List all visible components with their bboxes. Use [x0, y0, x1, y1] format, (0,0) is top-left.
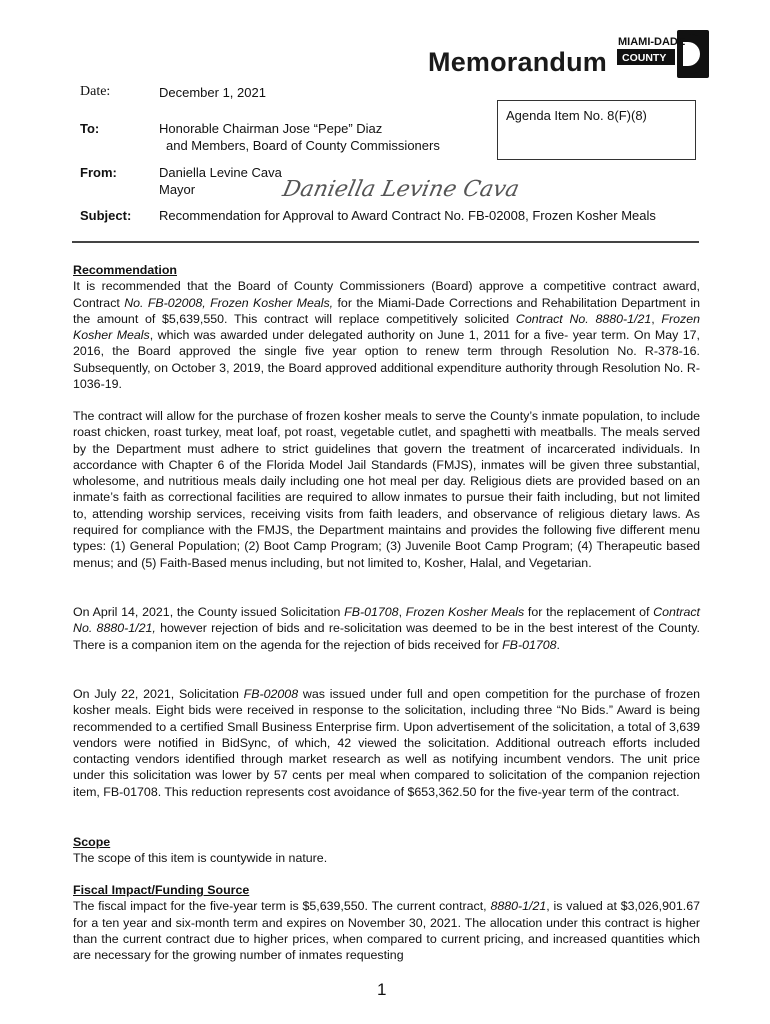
miami-dade-county-logo	[617, 30, 709, 78]
memo-title: Memorandum	[428, 47, 608, 77]
header-divider	[72, 241, 699, 243]
subject-value: Recommendation for Approval to Award Contract No. FB-02008, Frozen Kosher Meals	[159, 208, 656, 223]
p3-text: for the replacement of	[524, 605, 654, 619]
fiscal-impact-section	[73, 882, 700, 963]
date-label: Date:	[80, 84, 111, 99]
fiscal-impact-heading: Fiscal Impact/Funding Source	[73, 883, 250, 897]
scope-heading: Scope	[73, 835, 111, 849]
p3-solicitation-ref: FB-01708	[344, 605, 399, 619]
p3-contract-ref: Contract No. 8880-1/21,	[73, 605, 700, 636]
rec-text: It is recommended that the Board of County Commissioners (Board) approve a competitive contract award, Contract	[73, 279, 700, 310]
page-number: 1	[377, 980, 387, 999]
to-label: To:	[80, 121, 100, 136]
scope-text: The scope of this item is countywide in nature.	[73, 851, 328, 866]
rec-old-contract-ref: Contract No. 8880-1/21	[515, 311, 652, 326]
paragraph-july-solicitation	[73, 686, 700, 800]
paragraph-april-solicitation	[73, 604, 700, 653]
p3-text: however rejection of bids and re-solicitation was deemed to be in the best interest of the County. There is a companion item on the agenda for the rejection of bids received for	[73, 621, 700, 652]
subject-label: Subject:	[80, 208, 132, 223]
to-recipient-line1: Honorable Chairman Jose “Pepe” Diaz	[159, 121, 383, 136]
to-recipient-line2: and Members, Board of County Commissioners	[166, 138, 440, 153]
rec-text: for the Miami-Dade Corrections and Rehabilitation Department in the amount of $5,639,550. This contract will replace competitively solicited	[73, 295, 700, 326]
from-title: Mayor	[159, 182, 196, 197]
scope-section	[73, 834, 700, 867]
rec-contract-name: Frozen Kosher Meals	[73, 311, 700, 343]
rec-text: ,	[651, 311, 662, 326]
rec-contract-ref: No. FB-02008, Frozen Kosher Meals,	[124, 295, 334, 310]
recommendation-heading: Recommendation	[73, 263, 177, 277]
p4-text: On July 22, 2021, Solicitation	[73, 687, 244, 701]
from-label: From:	[80, 165, 117, 180]
p3-text: On April 14, 2021, the County issued Solicitation	[73, 605, 345, 619]
recommendation-section	[73, 262, 700, 392]
signature	[280, 166, 522, 206]
from-name: Daniella Levine Cava	[159, 165, 282, 180]
logo-text-line1: MIAMI-DADE	[618, 36, 686, 48]
p3-solicitation-name: Frozen Kosher Meals	[405, 605, 525, 619]
fiscal-text: , is valued at $3,026,901.67 for a ten year and six-month term and expires on November 30, 2021. The allocation under this contract is higher than the current contract due to higher prices, when compared to current pricing, and increased quantities which are necessary for the growing number of inmates requesting	[73, 899, 700, 963]
paragraph-menu-types: The contract will allow for the purchase of frozen kosher meals to serve the County’s inmate population, to include roast chicken, roast turkey, meat loaf, pot roast, vegetable cutlet, and spaghetti with meatballs. The meals served by the Department must adhere to strict guidelines that govern the treatment of incarcerated individuals. In accordance with Chapter 6 of the Florida Model Jail Standards (FMJS), inmates will be given three substantial, wholesome, and nutritious meals daily including one hot meal per day. Religious diets are provided based on an inmate’s faith as correctional facilities are required to allow inmates to pursue their faith including, but not limited to, attending worship services, receiving visits from faith leaders, and observance of religious dietary laws. As required for compliance with the FMJS, the Department maintains and provides the following five different menu types: (1) General Population; (2) Boot Camp Program; (3) Juvenile Boot Camp Program; (4) Therapeutic based menus; and (5) Faith-Based menus including, but not limited to, Kosher, Halal, and Vegetarian.	[73, 409, 700, 570]
p3-text: .	[556, 637, 560, 652]
p3-text: ,	[398, 605, 406, 619]
rec-text: , which was awarded under delegated authority on June 1, 2011 for a five- year term. On May 17, 2016, the Board approved the single five year option to renew term through Resolution No. R-378-16. Subsequently, on October 3, 2019, the Board approved additional expenditure authority through Resolution No. R-1036-19.	[73, 328, 700, 392]
date-value: December 1, 2021	[159, 85, 266, 100]
p4-solicitation-ref: FB-02008	[243, 687, 299, 701]
fiscal-contract-ref: 8880-1/21	[490, 899, 547, 914]
p4-text: was issued under full and open competition for the purchase of frozen kosher meals. Eight bids were received in response to the solicitation, including three “No Bids.” Award is being recommended to a certified Small Business Enterprise firm. Upon advertisement of the solicitation, a total of 3,639 vendors were notified in BidSync, of which, 42 viewed the solicitation. Additional outreach efforts included contacting vendors identified through market research as well as notifying incumbent vendors. The unit price under this solicitation was lower by 57 cents per meal when compared to solicitation of the companion rejection item, FB-01708. This reduction represents cost avoidance of $653,362.50 for the five-year term of the contract.	[73, 687, 700, 799]
agenda-item-number: Agenda Item No. 8(F)(8)	[506, 108, 647, 123]
signature-text: Daniella Levine Cava	[280, 176, 522, 202]
logo-text-line2: COUNTY	[622, 52, 667, 64]
fiscal-text: The fiscal impact for the five-year term is $5,639,550. The current contract,	[73, 899, 491, 914]
p3-solicitation-ref: FB-01708	[502, 637, 557, 652]
